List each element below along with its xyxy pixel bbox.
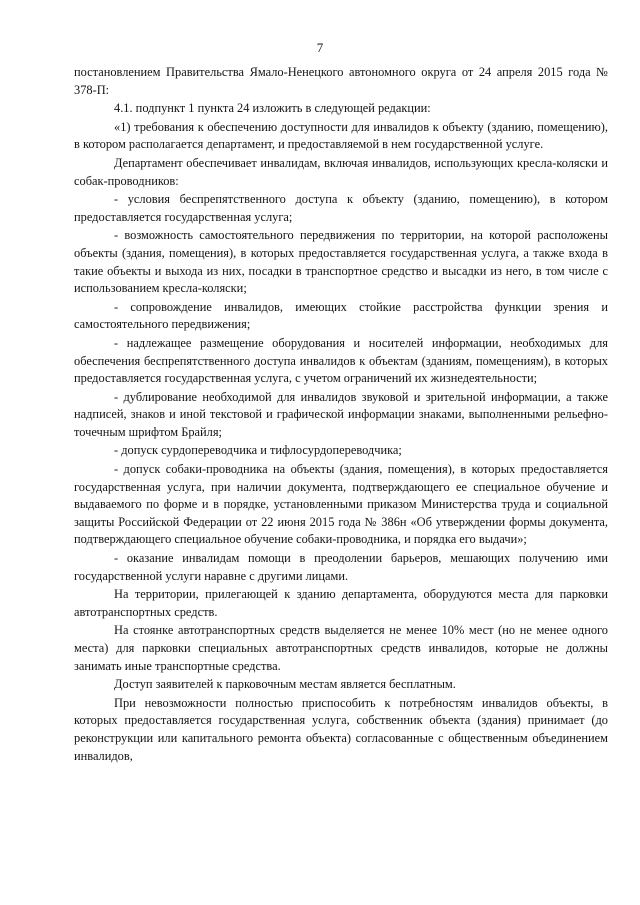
- paragraph-resolution-reference: постановлением Правительства Ямало-Ненецкого автономного округа от 24 апреля 2015 года № 378-П:: [74, 65, 608, 97]
- paragraph-adaptation-impossible: При невозможности полностью приспособить к потребностям инвалидов объекты, в которых предоставляется государственная услуга, собственник объекта (здания) принимает (до реконструкции или капитального ремонта объекта) согласованные с общественным объединением инвалидов,: [74, 695, 608, 763]
- paragraph-clause-4-1: 4.1. подпункт 1 пункта 24 изложить в следующей редакции:: [114, 101, 431, 116]
- document-body: [74, 64, 608, 766]
- list-item-equipment-placement: - надлежащее размещение оборудования и носителей информации, необходимых для обеспечения беспрепятственного доступа инвалидов к объектам (зданиям, помещениям), в которых предоставляется государственная услуга, с учетом ограничений их жизнедеятельности;: [74, 335, 608, 386]
- paragraph-accessibility-requirements: «1) требования к обеспечению доступности для инвалидов к объекту (зданию, помещению), в котором располагается департамент, и предоставляемой в нем государственной услуге.: [74, 119, 608, 152]
- paragraph-parking-free: Доступ заявителей к парковочным местам является бесплатным.: [114, 677, 456, 692]
- list-item-escort: - сопровождение инвалидов, имеющих стойкие расстройства функции зрения и самостоятельного передвижения;: [74, 299, 608, 332]
- list-item-unobstructed-access: - условия беспрепятственного доступа к объекту (зданию, помещению), в котором предоставляется государственная услуга;: [74, 192, 608, 224]
- paragraph-department-provides: Департамент обеспечивает инвалидам, включая инвалидов, использующих кресла-коляски и собак-проводников:: [74, 155, 608, 188]
- paragraph-parking-quota: На стоянке автотранспортных средств выделяется не менее 10% мест (но не менее одного места) для парковки специальных автотранспортных средств инвалидов, которые не должны занимать иные транспортные средства.: [74, 623, 608, 673]
- list-item-guide-dog: - допуск собаки-проводника на объекты (здания, помещения), в которых предоставляется государственная услуга, при наличии документа, подтверждающего ее специальное обучение и выдаваемого по форме и в порядке, установленными приказом Министерства труда и социальной защиты Российской Федерации от 22 июня 2015 года № 386н «Об утверждении формы документа, подтверждающего специальное обучение собаки-проводника, и порядка его выдачи»;: [74, 462, 608, 547]
- list-item-sign-interpreter: - допуск сурдопереводчика и тифлосурдопереводчика;: [114, 443, 402, 458]
- paragraph-parking-places: На территории, прилегающей к зданию департамента, оборудуются места для парковки автотранспортных средств.: [74, 587, 608, 619]
- list-item-independent-movement: - возможность самостоятельного передвижения по территории, на которой расположены объекты (здания, помещения), в которых предоставляется государственная услуга, а также входа в такие объекты и выхода из них, посадки в транспортное средство и высадки из него, в том числе с использованием кресла-коляски;: [74, 228, 608, 296]
- list-item-information-duplication: - дублирование необходимой для инвалидов звуковой и зрительной информации, а также надписей, знаков и иной текстовой и графической информации знаками, выполненными рельефно-точечным шрифтом Брайля;: [74, 389, 608, 439]
- page-number: 7: [316, 40, 324, 55]
- list-item-assistance: - оказание инвалидам помощи в преодолении барьеров, мешающих получению ими государственной услуги наравне с другими лицами.: [74, 551, 608, 583]
